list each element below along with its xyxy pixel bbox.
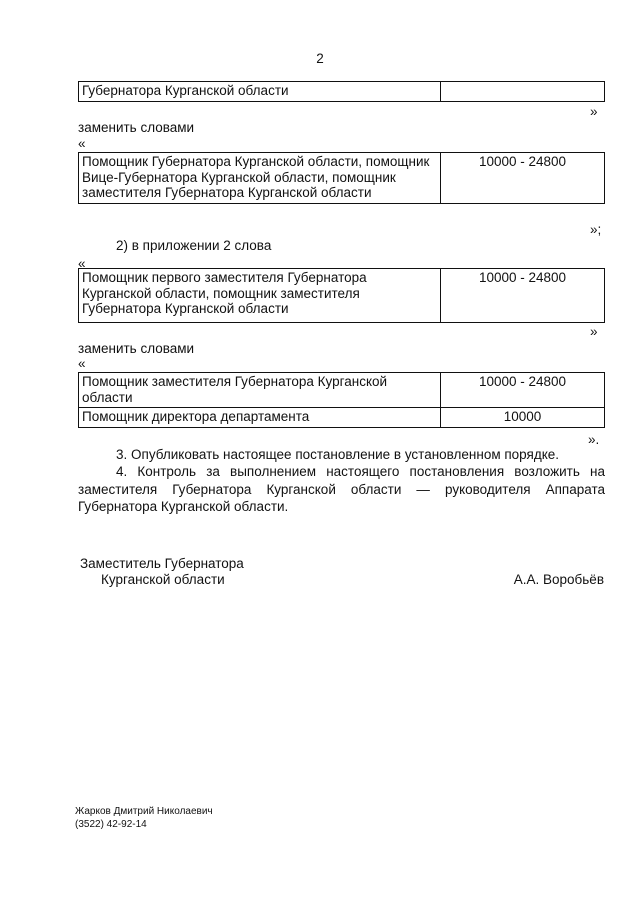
opening-quote: « (78, 256, 86, 271)
table-row (79, 82, 605, 102)
salary-cell: 10000 - 24800 (441, 269, 605, 323)
table-row (79, 408, 605, 428)
closing-quote: ». (588, 432, 600, 447)
table-old-positions-1 (78, 81, 605, 102)
opening-quote: « (78, 356, 86, 371)
salary-cell (441, 82, 605, 102)
table-new-positions-2 (78, 372, 605, 428)
replace-words-label: заменить словами (78, 120, 195, 135)
item-3-text: 3. Опубликовать настоящее постановление в установленном порядке. (116, 447, 560, 462)
position-cell: Помощник Губернатора Курганской области, помощник Вице-Губернатора Курганской области, помощник заместителя Губернатора Курганской области (79, 153, 441, 204)
item-4-text: 4. Контроль за выполнением настоящего постановления возложить на заместителя Губернатора Курганской области — руководителя Аппарата Губернатора Курганской области. (78, 464, 605, 514)
salary-cell: 10000 - 24800 (441, 153, 605, 204)
table-new-positions-1 (78, 152, 605, 204)
table-row (79, 373, 605, 408)
executor-phone: (3522) 42-92-14 (75, 819, 147, 830)
position-cell: Помощник первого заместителя Губернатора Курганской области, помощник заместителя Губернатора Курганской области (79, 269, 441, 323)
salary-cell: 10000 - 24800 (441, 373, 605, 408)
executor-name: Жарков Дмитрий Николаевич (75, 806, 213, 817)
position-cell: Губернатора Курганской области (79, 82, 441, 102)
position-cell: Помощник заместителя Губернатора Курганской области (79, 373, 441, 408)
position-cell: Помощник директора департамента (79, 408, 441, 428)
closing-quote: »; (590, 222, 602, 237)
table-row (79, 153, 605, 204)
replace-words-label: заменить словами (78, 341, 195, 356)
opening-quote: « (78, 136, 86, 151)
page-number: 2 (316, 51, 324, 66)
closing-quote: » (590, 324, 598, 339)
signature-title-line1: Заместитель Губернатора (80, 556, 244, 571)
signature-title-line2: Курганской области (101, 572, 225, 587)
salary-cell: 10000 (441, 408, 605, 428)
item-2-text: 2) в приложении 2 слова (116, 238, 272, 253)
signatory-name: А.А. Воробьёв (513, 572, 604, 587)
closing-quote: » (590, 104, 598, 119)
table-old-positions-2 (78, 268, 605, 323)
table-row (79, 269, 605, 323)
